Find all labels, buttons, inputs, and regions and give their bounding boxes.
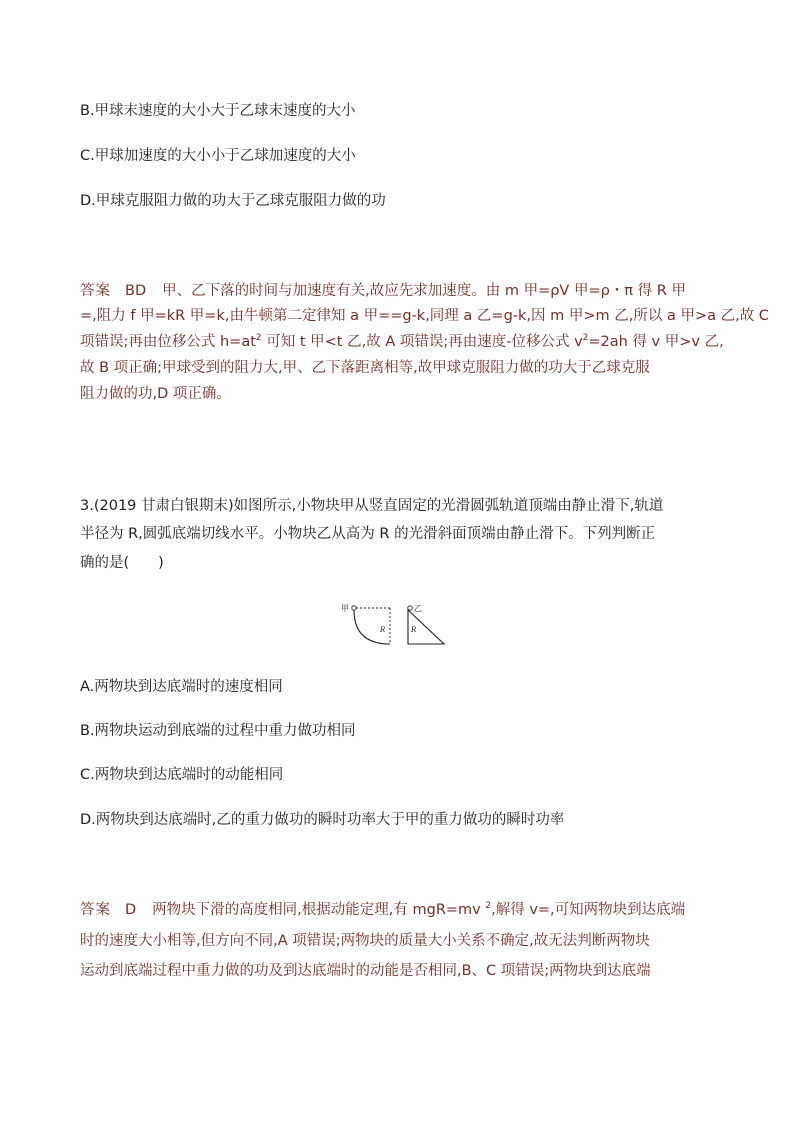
answer-key: BD bbox=[125, 283, 147, 299]
answer-q2-line3 bbox=[80, 332, 724, 352]
superscript: 2 bbox=[485, 901, 492, 911]
answer-q3-line2: 时的速度大小相等,但方向不同,A 项错误;两物块的质量大小关系不确定,故无法判断两物块 bbox=[80, 933, 650, 949]
option-q2-d: D.甲球克服阻力做的功大于乙球克服阻力做的功 bbox=[80, 193, 386, 209]
option-q2-b: B.甲球末速度的大小大于乙球末速度的大小 bbox=[80, 103, 356, 119]
figure-arc-and-incline bbox=[340, 600, 450, 652]
answer-text: =2ah 得 v 甲>v 乙, bbox=[588, 334, 724, 350]
answer-q2-line4: 故 B 项正确;甲球受到的阻力大,甲、乙下落距离相等,故甲球克服阻力做的功大于乙球克服 bbox=[80, 360, 650, 376]
label-jia: 甲 bbox=[341, 604, 349, 613]
question-3-line2: 半径为 R,圆弧底端切线水平。小物块乙从高为 R 的光滑斜面顶端由静止滑下。下列判断正 bbox=[80, 526, 656, 542]
option-q3-d: D.两物块到达底端时,乙的重力做功的瞬时功率大于甲的重力做功的瞬时功率 bbox=[80, 812, 565, 828]
answer-q2-line5: 阻力做的功,D 项正确。 bbox=[80, 386, 231, 402]
superscript: 2 bbox=[582, 333, 589, 343]
question-3-line3: 确的是( ) bbox=[80, 555, 164, 571]
answer-text: 两物块下滑的高度相同,根据动能定理,有 mgR=mv bbox=[152, 902, 486, 918]
option-q2-c: C.甲球加速度的大小小于乙球加速度的大小 bbox=[80, 148, 356, 164]
answer-q3-line3: 运动到底端过程中重力做的功及到达底端时的动能是否相同,B、C 项错误;两物块到达底端 bbox=[80, 963, 651, 979]
answer-label: 答案 bbox=[80, 283, 111, 299]
answer-text: 甲、乙下落的时间与加速度有关,故应先求加速度。由 m 甲=ρV 甲=ρ・π 得 R 甲 bbox=[162, 283, 686, 299]
option-q3-c: C.两物块到达底端时的动能相同 bbox=[80, 767, 284, 783]
answer-q2-line2: =,阻力 f 甲=kR 甲=k,由牛顿第二定律知 a 甲==g-k,同理 a 乙=g-k,因 m 甲>m 乙,所以 a 甲>a 乙,故 C bbox=[80, 308, 769, 324]
answer-text: 项错误;再由位移公式 h=at bbox=[80, 334, 256, 350]
block-jia bbox=[352, 606, 356, 610]
answer-key: D bbox=[125, 902, 137, 918]
answer-text: 可知 t 甲<t 乙,故 A 项错误;再由速度-位移公式 v bbox=[261, 334, 583, 350]
answer-text: ,解得 v=,可知两物块到达底端 bbox=[491, 902, 686, 918]
answer-q3-line1 bbox=[80, 900, 685, 920]
option-q3-b: B.两物块运动到底端的过程中重力做功相同 bbox=[80, 723, 356, 739]
option-q3-a: A.两物块到达底端时的速度相同 bbox=[80, 679, 283, 695]
answer-q2-line1 bbox=[80, 281, 686, 301]
label-r-arc: R bbox=[380, 626, 386, 634]
answer-label: 答案 bbox=[80, 902, 111, 918]
label-r-incline: R bbox=[411, 626, 417, 634]
question-3-line1: 3.(2019 甘肃白银期末)如图所示,小物块甲从竖直固定的光滑圆弧轨道顶端由静止滑下,轨道 bbox=[80, 498, 664, 514]
superscript: 2 bbox=[255, 333, 262, 343]
label-yi: 乙 bbox=[414, 604, 422, 613]
block-yi bbox=[408, 606, 412, 610]
